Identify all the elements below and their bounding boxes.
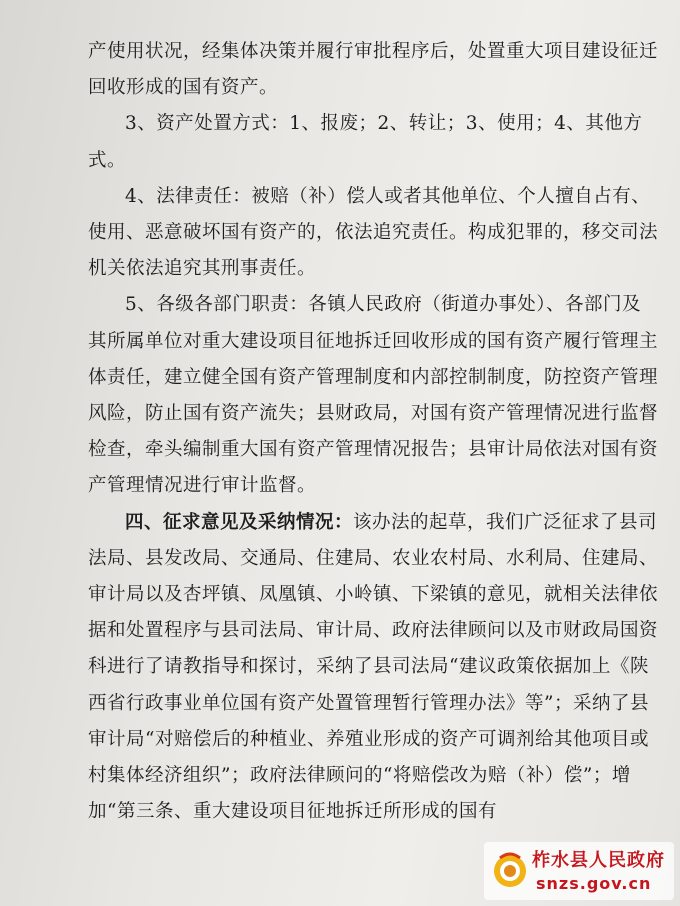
section-heading-consultation: 四、征求意见及采纳情况： [125, 511, 354, 533]
paragraph-disposal-methods: 3、资产处置方式：1、报废；2、转让；3、使用；4、其他方式。 [88, 113, 643, 171]
government-emblem-icon [490, 850, 530, 890]
consultation-body: 该办法的起草，我们广泛征求了县司法局、县发改局、交通局、住建局、农业农村局、水利局、住建局、审计局以及杏坪镇、凤凰镇、小岭镇、下梁镇的意见，就相关法律依据和处置程序与县司法局、审计局、政府法律顾问以及市财政局国资科进行了请教指导和探讨，采纳了县司法局“建议政策依据加上《陕西省行政事业单位国有资产处置管理暂行管理办法》等”；采纳了县审计局“对赔偿后的种植业、养殖业形成的资产可调剂给其他项目或村集体经济组织”；政府法律顾问的“将赔偿改为赔（补）偿”；增加“第三条、重大建设项目征地拆迁所形成的国有 [88, 511, 659, 823]
site-watermark [484, 842, 674, 900]
paragraph-asset-use: 产使用状况，经集体决策并履行审批程序后，处置重大项目建设征迁回收形成的国有资产。 [88, 41, 659, 99]
paragraph-consultation [88, 505, 658, 831]
watermark-title: 柞水县人民政府 [532, 850, 665, 871]
paragraph-legal-liability: 4、法律责任：被赔（补）偿人或者其他单位、个人擅自占有、使用、恶意破坏国有资产的，依法追究责任。构成犯罪的，移交司法机关依法追究其刑事责任。 [88, 185, 659, 280]
paragraph-department-duties: 5、各级各部门职责：各镇人民政府（街道办事处）、各部门及其所属单位对重大建设项目征地拆迁回收形成的国有资产履行管理主体责任，建立健全国有资产管理制度和内部控制制度，防控资产管理风险，防止国有资产流失；县财政局，对国有资产管理情况进行监督检查，牵头编制重大国有资产管理情况报告；县审计局依法对国有资产管理情况进行审计监督。 [88, 294, 659, 497]
watermark-url: snzs.gov.cn [536, 874, 652, 893]
document-body [88, 34, 658, 830]
